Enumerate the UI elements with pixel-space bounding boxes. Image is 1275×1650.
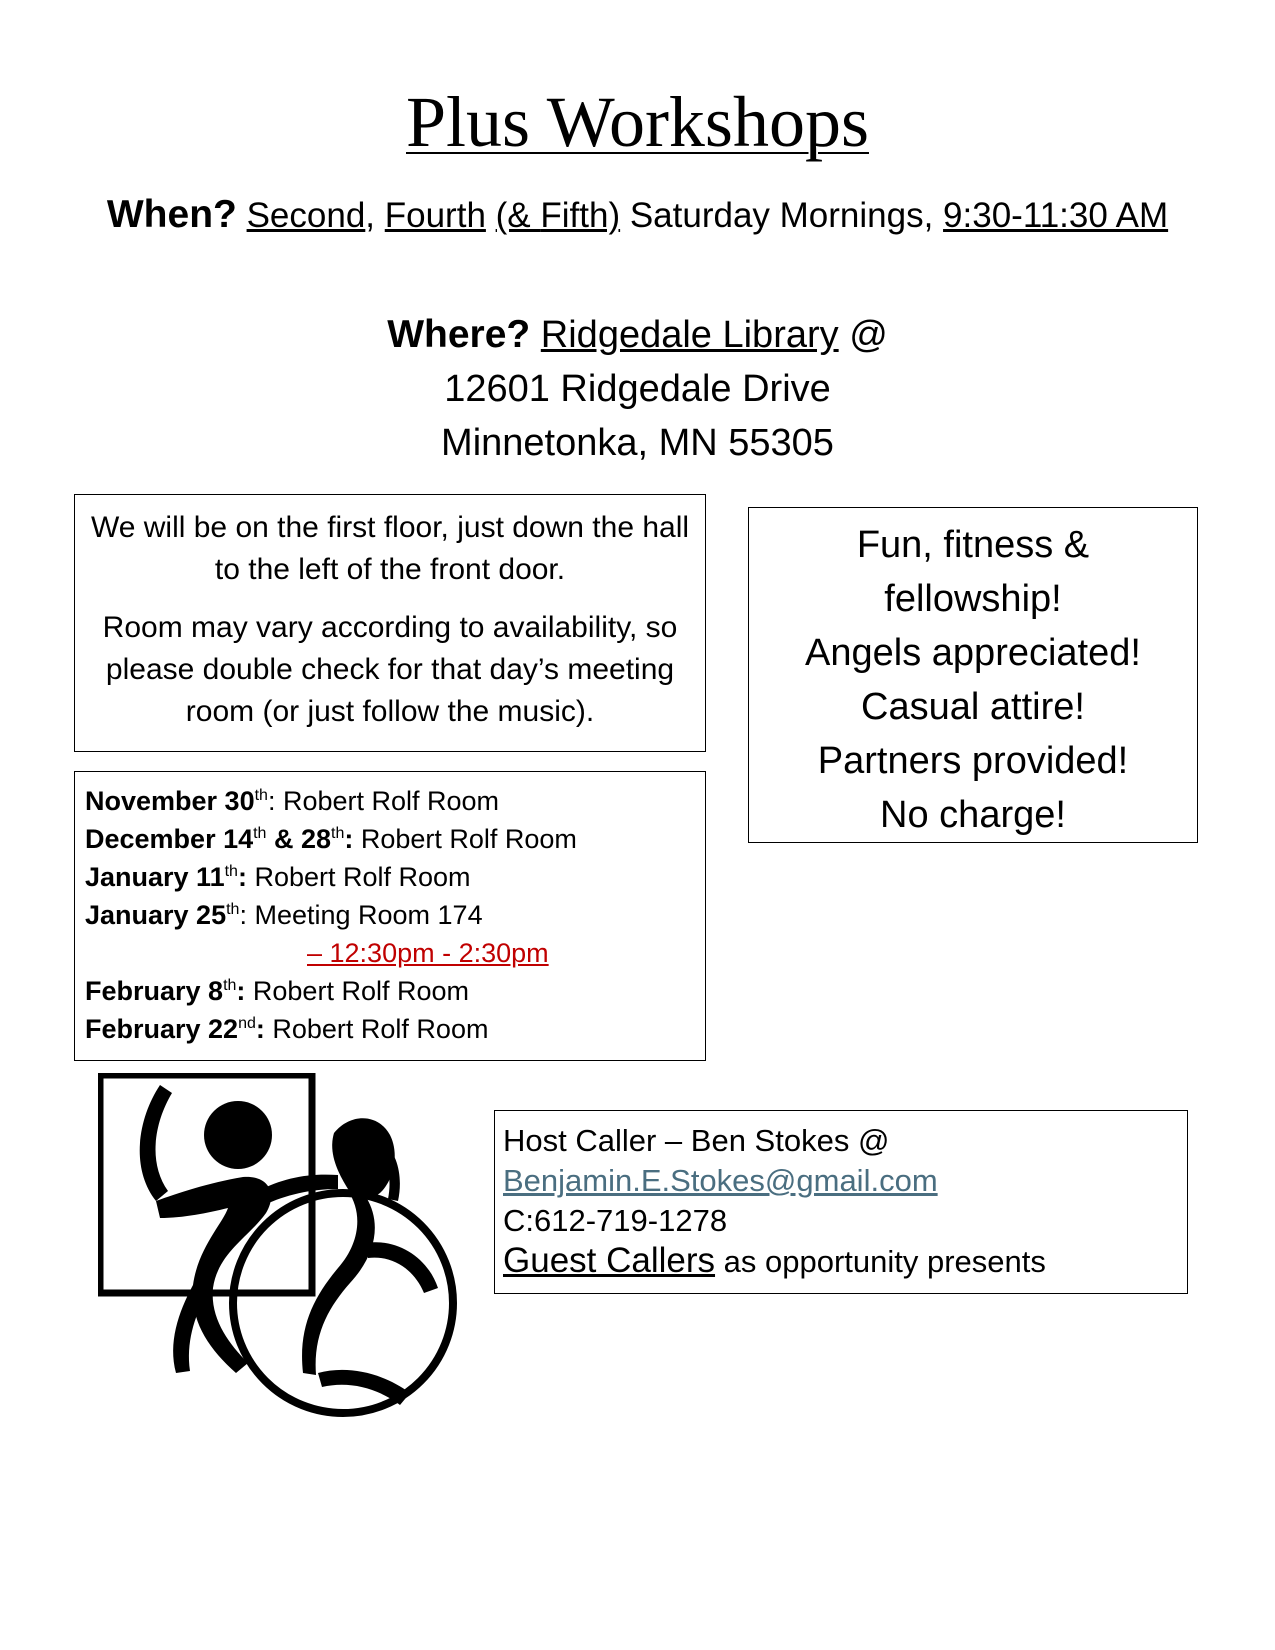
perk-item: Partners provided! — [817, 740, 1129, 782]
where-city: Minnetonka, MN 55305 — [441, 422, 834, 464]
when-second: Second — [246, 196, 366, 235]
perk-item: No charge! — [880, 794, 1066, 836]
location-note-box — [74, 494, 706, 752]
schedule-date: February 22 — [85, 1014, 239, 1044]
when-fifth-open: (& — [495, 196, 541, 235]
page-title: Plus Workshops — [406, 82, 869, 162]
schedule-date-suffix: th — [226, 901, 240, 918]
where-place: Ridgedale Library — [540, 314, 839, 356]
host-box — [494, 1110, 1188, 1294]
schedule-date-suffix: th — [253, 825, 267, 842]
when-space — [486, 196, 496, 235]
schedule-room: Robert Rolf Room — [360, 824, 577, 854]
schedule-date-suffix: th — [224, 863, 238, 880]
schedule-date: January 25 — [85, 900, 227, 930]
schedule-date: February 8 — [85, 976, 224, 1006]
when-label: When? — [106, 193, 237, 236]
schedule-sep: : — [267, 786, 283, 816]
perk-item: Fun, fitness & — [856, 524, 1090, 566]
when-fifth: Fifth) — [540, 196, 621, 235]
schedule-sep: : — [237, 862, 255, 892]
schedule-sep: : — [239, 900, 255, 930]
guest-line — [503, 1241, 1187, 1282]
schedule-row — [85, 858, 705, 896]
schedule-room: Robert Rolf Room — [282, 786, 500, 816]
when-mid: Saturday Mornings, — [620, 196, 944, 235]
perk-item: Casual attire! — [861, 686, 1085, 728]
schedule-room: Robert Rolf Room — [272, 1014, 489, 1044]
where-at: @ — [838, 314, 888, 356]
schedule-room: Robert Rolf Room — [252, 976, 469, 1006]
schedule-room: Robert Rolf Room — [254, 862, 471, 892]
square-dance-couple-icon — [98, 1073, 460, 1423]
when-line — [80, 190, 1195, 241]
when-time: 9:30-11:30 AM — [943, 196, 1169, 235]
where-block — [0, 308, 1275, 470]
schedule-date-suffix: th — [331, 825, 345, 842]
host-line: Host Caller – Ben Stokes @ — [503, 1123, 890, 1158]
host-phone: C:612-719-1278 — [503, 1203, 728, 1238]
guest-callers-text: as opportunity presents — [715, 1244, 1046, 1279]
location-note-1: We will be on the first floor, just down the hall to the left of the front door. — [90, 511, 690, 586]
schedule-time-note: – 12:30pm - 2:30pm — [307, 938, 549, 968]
schedule-row — [85, 896, 705, 934]
schedule-room: Meeting Room 174 — [254, 900, 483, 930]
schedule-date: November 30 — [85, 786, 255, 816]
schedule-date: January 11 — [85, 862, 225, 892]
schedule-date-suffix: nd — [238, 1015, 256, 1032]
schedule-sep: : — [344, 824, 361, 854]
location-note-2: Room may vary according to availability, so please double check for that day’s meeting room (or just follow the music). — [102, 611, 678, 728]
perks-box — [748, 507, 1198, 843]
perk-item: Angels appreciated! — [805, 632, 1141, 674]
schedule-box — [74, 771, 706, 1061]
where-line — [0, 308, 1275, 362]
schedule-date: December 14 — [85, 824, 254, 854]
perk-item: fellowship! — [884, 578, 1062, 620]
schedule-row — [85, 820, 705, 858]
schedule-date-suffix: th — [254, 787, 268, 804]
schedule-sep: : — [255, 1014, 273, 1044]
schedule-row — [85, 972, 705, 1010]
host-email-link[interactable]: Benjamin.E.Stokes@gmail.com — [503, 1163, 938, 1198]
schedule-date-suffix: th — [223, 977, 237, 994]
guest-callers-label: Guest Callers — [503, 1241, 716, 1280]
schedule-row — [85, 1010, 705, 1048]
where-street: 12601 Ridgedale Drive — [444, 368, 831, 410]
schedule-row — [85, 782, 705, 820]
where-label: Where? — [387, 313, 531, 356]
when-sep: , — [365, 196, 385, 235]
when-fourth: Fourth — [384, 196, 486, 235]
schedule-sep: : — [236, 976, 253, 1006]
schedule-date-second: & 28 — [266, 824, 331, 854]
